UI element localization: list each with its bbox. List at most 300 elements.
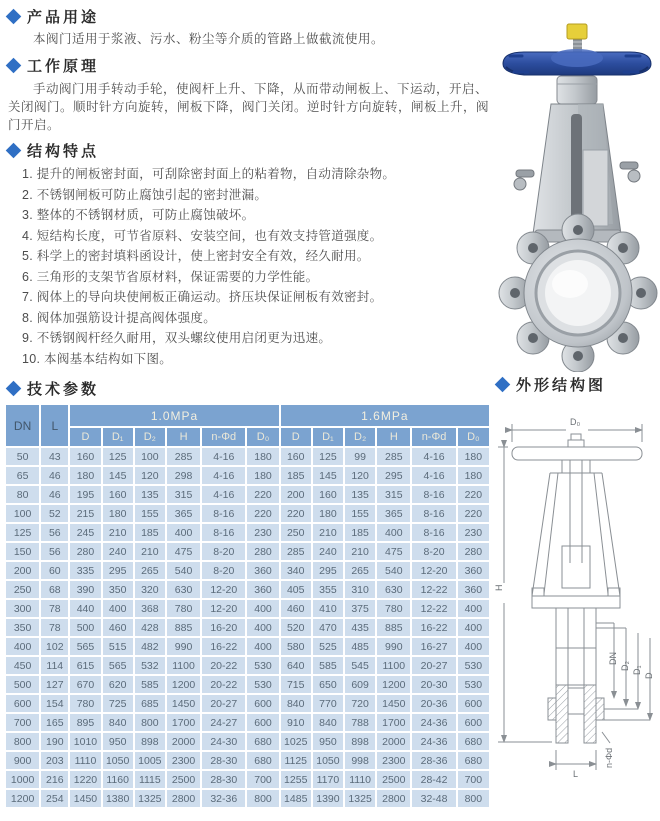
cell-dn: 1200 [6,790,39,807]
table-row [6,581,489,598]
cell-value: 998 [345,752,375,769]
section-features-header [8,140,99,161]
cell-value: 125 [103,448,133,465]
dim-label-d: D [644,672,654,679]
cell-value: 1220 [70,771,100,788]
cell-value: 780 [377,600,410,617]
cell-value: 898 [135,733,165,750]
cell-value: 265 [345,562,375,579]
cell-value: 28-30 [202,771,245,788]
cell-value: 1450 [377,695,410,712]
col-header-l: L [41,405,68,446]
cell-value: 120 [345,467,375,484]
cell-value: 8-16 [412,486,455,503]
cell-dn: 400 [6,638,39,655]
cell-value: 240 [313,543,343,560]
table-row [6,733,489,750]
spec-table-body [6,448,489,807]
cell-value: 280 [247,543,278,560]
cell-value: 1100 [167,657,200,674]
cell-value: 340 [281,562,311,579]
cell-value: 210 [345,543,375,560]
cell-value: 20-36 [412,695,455,712]
cell-value: 8-16 [202,524,245,541]
cell-dn: 350 [6,619,39,636]
cell-value: 320 [135,581,165,598]
cell-value: 400 [458,619,489,636]
cell-value: 375 [345,600,375,617]
cell-value: 400 [247,638,278,655]
table-sub-header-row [6,428,489,446]
cell-value: 24-36 [412,733,455,750]
cell-value: 52 [41,505,68,522]
section-usage-header [8,6,99,27]
section-specs-header [8,378,99,399]
cell-value: 1160 [103,771,133,788]
valve-photo [494,12,660,372]
cell-value: 16-22 [412,619,455,636]
col-header: D [281,428,311,446]
feature-item: 5. 科学上的密封填料函设计，使上密封安全有效，经久耐用。 [22,249,370,263]
cell-value: 120 [135,467,165,484]
cell-value: 1110 [345,771,375,788]
cell-value: 350 [103,581,133,598]
diamond-bullet-icon [6,143,22,159]
cell-value: 20-22 [202,657,245,674]
table-row [6,638,489,655]
cell-value: 99 [345,448,375,465]
cell-value: 585 [135,676,165,693]
cell-value: 135 [345,486,375,503]
cell-value: 8-20 [202,562,245,579]
cell-value: 295 [313,562,343,579]
cell-value: 1025 [281,733,311,750]
cell-value: 200 [281,486,311,503]
cell-value: 640 [281,657,311,674]
cell-value: 20-22 [202,676,245,693]
cell-value: 8-20 [202,543,245,560]
cell-value: 4-16 [202,486,245,503]
col-header: D₂ [135,428,165,446]
cell-value: 78 [41,619,68,636]
table-row [6,600,489,617]
feature-item: 1. 提升的闸板密封面，可刮除密封面上的粘着物，自动清除杂物。 [22,167,396,181]
cell-value: 630 [167,581,200,598]
cell-value: 540 [167,562,200,579]
diamond-bullet-icon [495,377,511,393]
cell-value: 1050 [313,752,343,769]
cell-value: 910 [281,714,311,731]
cell-value: 114 [41,657,68,674]
cell-value: 400 [247,619,278,636]
usage-paragraph: 本阀门适用于浆液、污水、粉尘等介质的管路上做截流使用。 [33,32,385,46]
cell-dn: 800 [6,733,39,750]
feature-item: 7. 阀体上的导向块使闸板正确运动。挤压块保证闸板有效密封。 [22,290,383,304]
dim-label-d1: D₁ [632,665,642,675]
cell-value: 12-20 [202,600,245,617]
cell-value: 400 [458,600,489,617]
cell-value: 2300 [377,752,410,769]
cell-value: 185 [345,524,375,541]
cell-value: 12-20 [412,562,455,579]
cell-value: 32-48 [412,790,455,807]
feature-item: 10. 本阀基本结构如下图。 [22,351,173,366]
cell-value: 4-16 [412,448,455,465]
cell-value: 680 [247,733,278,750]
cell-value: 165 [41,714,68,731]
cell-value: 203 [41,752,68,769]
diamond-bullet-icon [6,9,22,25]
cell-value: 1450 [70,790,100,807]
cell-value: 2800 [167,790,200,807]
cell-value: 585 [313,657,343,674]
cell-value: 295 [377,467,410,484]
col-header: n-Φd [202,428,245,446]
cell-value: 180 [458,448,489,465]
feature-item: 2. 不锈钢闸板可防止腐蚀引起的密封泄漏。 [22,187,268,202]
cell-value: 885 [167,619,200,636]
cell-value: 254 [41,790,68,807]
group-header-1.6mpa: 1.6MPa [281,405,489,426]
cell-value: 950 [103,733,133,750]
cell-value: 532 [135,657,165,674]
cell-value: 1325 [345,790,375,807]
diamond-bullet-icon [6,381,22,397]
cell-value: 600 [247,695,278,712]
cell-value: 1200 [167,676,200,693]
cell-dn: 150 [6,543,39,560]
cell-value: 220 [458,505,489,522]
cell-value: 8-20 [412,543,455,560]
cell-value: 1010 [70,733,100,750]
cell-value: 155 [345,505,375,522]
cell-value: 28-30 [202,752,245,769]
cell-value: 482 [135,638,165,655]
cell-value: 8-16 [202,505,245,522]
cell-value: 154 [41,695,68,712]
cell-value: 2800 [377,790,410,807]
cell-value: 580 [281,638,311,655]
cell-value: 1100 [377,657,410,674]
cell-value: 2500 [167,771,200,788]
cell-value: 800 [458,790,489,807]
cell-value: 800 [135,714,165,731]
cell-value: 60 [41,562,68,579]
feature-item: 9. 不锈钢阀杆经久耐用，双头螺纹使用启闭更为迅速。 [22,331,332,345]
table-row [6,771,489,788]
cell-value: 460 [103,619,133,636]
col-header: D₀ [458,428,489,446]
cell-value: 4-16 [202,448,245,465]
cell-value: 990 [167,638,200,655]
cell-value: 1450 [167,695,200,712]
cell-value: 650 [313,676,343,693]
cell-value: 46 [41,467,68,484]
cell-value: 56 [41,543,68,560]
cell-value: 28-36 [412,752,455,769]
cell-value: 840 [313,714,343,731]
cell-value: 1700 [167,714,200,731]
cell-value: 220 [247,505,278,522]
cell-value: 680 [247,752,278,769]
cell-value: 160 [313,486,343,503]
cell-value: 2300 [167,752,200,769]
col-header: D₀ [247,428,278,446]
section-title: 外形结构图 [516,377,607,394]
cell-value: 24-27 [202,714,245,731]
cell-value: 125 [313,448,343,465]
cell-value: 285 [167,448,200,465]
cell-value: 565 [70,638,100,655]
cell-value: 195 [70,486,100,503]
cell-value: 2000 [167,733,200,750]
cell-value: 160 [103,486,133,503]
spec-table [4,403,491,809]
cell-dn: 100 [6,505,39,522]
cell-value: 180 [247,467,278,484]
cell-value: 180 [458,467,489,484]
table-row [6,486,489,503]
cell-value: 680 [458,733,489,750]
cell-value: 220 [247,486,278,503]
cell-value: 220 [458,486,489,503]
cell-value: 180 [103,505,133,522]
cell-value: 400 [377,524,410,541]
cell-value: 715 [281,676,311,693]
cell-value: 185 [281,467,311,484]
cell-value: 1050 [103,752,133,769]
cell-value: 600 [458,695,489,712]
cell-value: 540 [377,562,410,579]
cell-value: 160 [281,448,311,465]
cell-value: 100 [135,448,165,465]
cell-value: 28-42 [412,771,455,788]
cell-dn: 200 [6,562,39,579]
feature-item: 6. 三角形的支架节省原材料，保证需要的力学性能。 [22,269,319,284]
cell-value: 1255 [281,771,311,788]
cell-value: 475 [167,543,200,560]
col-header: D [70,428,100,446]
cell-value: 400 [458,638,489,655]
table-row [6,448,489,465]
cell-value: 1390 [313,790,343,807]
cell-value: 1380 [103,790,133,807]
table-row [6,676,489,693]
cell-value: 440 [70,600,100,617]
feature-item: 3. 整体的不锈钢材质，可防止腐蚀破坏。 [22,208,255,222]
col-header: D₁ [103,428,133,446]
cell-value: 220 [281,505,311,522]
cell-value: 770 [313,695,343,712]
cell-value: 670 [70,676,100,693]
cell-value: 545 [345,657,375,674]
cell-value: 840 [281,695,311,712]
cell-value: 788 [345,714,375,731]
cell-value: 428 [135,619,165,636]
cell-value: 1325 [135,790,165,807]
cell-value: 355 [313,581,343,598]
cell-value: 435 [345,619,375,636]
cell-value: 8-16 [412,524,455,541]
cell-value: 700 [247,771,278,788]
cell-dn: 450 [6,657,39,674]
cell-value: 600 [247,714,278,731]
cell-value: 530 [458,676,489,693]
cell-value: 20-30 [412,676,455,693]
cell-value: 360 [247,581,278,598]
cell-value: 160 [70,448,100,465]
cell-dn: 600 [6,695,39,712]
cell-value: 20-27 [202,695,245,712]
col-header: H [377,428,410,446]
cell-value: 2000 [377,733,410,750]
col-header: H [167,428,200,446]
cell-value: 78 [41,600,68,617]
cell-value: 230 [247,524,278,541]
cell-value: 630 [377,581,410,598]
cell-value: 216 [41,771,68,788]
cell-value: 1125 [281,752,311,769]
cell-value: 250 [281,524,311,541]
cell-value: 895 [70,714,100,731]
cell-value: 295 [103,562,133,579]
cell-value: 245 [70,524,100,541]
table-row [6,657,489,674]
cell-value: 16-22 [202,638,245,655]
cell-value: 615 [70,657,100,674]
cell-value: 180 [70,467,100,484]
outline-drawing [492,398,660,798]
table-row [6,467,489,484]
cell-value: 720 [345,695,375,712]
dim-label-dn: DN [608,652,618,665]
cell-value: 155 [135,505,165,522]
cell-value: 46 [41,486,68,503]
cell-value: 102 [41,638,68,655]
table-group-header-row [6,405,489,426]
section-outline-header [497,374,606,395]
cell-value: 1110 [70,752,100,769]
table-row [6,619,489,636]
section-title: 工作原理 [27,58,100,75]
table-row [6,714,489,731]
cell-value: 2500 [377,771,410,788]
cell-value: 1005 [135,752,165,769]
cell-value: 530 [247,676,278,693]
section-title: 技术参数 [27,381,100,398]
cell-value: 410 [313,600,343,617]
cell-value: 365 [377,505,410,522]
cell-value: 32-36 [202,790,245,807]
cell-value: 990 [377,638,410,655]
table-row [6,695,489,712]
section-title: 结构特点 [27,143,100,160]
cell-value: 12-22 [412,581,455,598]
cell-value: 400 [247,600,278,617]
cell-value: 185 [135,524,165,541]
cell-value: 145 [313,467,343,484]
cell-value: 620 [103,676,133,693]
cell-value: 530 [247,657,278,674]
cell-value: 8-16 [412,505,455,522]
cell-value: 365 [167,505,200,522]
cell-value: 600 [458,714,489,731]
cell-value: 298 [167,467,200,484]
table-row [6,752,489,769]
cell-value: 285 [377,448,410,465]
cell-value: 4-16 [202,467,245,484]
valve-photo-graphic [494,12,660,372]
cell-value: 180 [313,505,343,522]
cell-value: 127 [41,676,68,693]
cell-value: 950 [313,733,343,750]
cell-value: 215 [70,505,100,522]
cell-value: 180 [247,448,278,465]
cell-value: 475 [377,543,410,560]
cell-value: 240 [103,543,133,560]
cell-value: 898 [345,733,375,750]
cell-value: 485 [345,638,375,655]
cell-value: 500 [70,619,100,636]
table-row [6,505,489,522]
cell-value: 335 [70,562,100,579]
cell-value: 800 [247,790,278,807]
cell-value: 145 [103,467,133,484]
diamond-bullet-icon [6,58,22,74]
col-header: n-Φd [412,428,455,446]
col-header-dn: DN [6,405,39,446]
table-row [6,790,489,807]
cell-value: 210 [135,543,165,560]
cell-value: 780 [70,695,100,712]
col-header: D₂ [345,428,375,446]
cell-value: 609 [345,676,375,693]
cell-dn: 300 [6,600,39,617]
cell-value: 530 [458,657,489,674]
dim-label-d0: D₀ [570,417,581,427]
cell-value: 285 [281,543,311,560]
cell-dn: 900 [6,752,39,769]
cell-value: 68 [41,581,68,598]
dim-label-nphid: n-Φd [604,747,614,768]
cell-value: 400 [103,600,133,617]
cell-value: 685 [135,695,165,712]
cell-value: 780 [167,600,200,617]
cell-value: 700 [458,771,489,788]
cell-value: 12-20 [202,581,245,598]
cell-value: 565 [103,657,133,674]
cell-value: 135 [135,486,165,503]
col-header: D₁ [313,428,343,446]
cell-value: 310 [345,581,375,598]
cell-dn: 125 [6,524,39,541]
cell-value: 16-20 [202,619,245,636]
cell-value: 24-30 [202,733,245,750]
cell-value: 390 [70,581,100,598]
cell-value: 405 [281,581,311,598]
cell-value: 315 [377,486,410,503]
feature-item: 4. 短结构长度，可节省原料、安装空间，也有效支持管道强度。 [22,228,383,243]
cell-value: 1700 [377,714,410,731]
cell-value: 840 [103,714,133,731]
cell-value: 12-22 [412,600,455,617]
cell-value: 280 [458,543,489,560]
cell-value: 1200 [377,676,410,693]
group-header-1.0mpa: 1.0MPa [70,405,278,426]
cell-value: 360 [458,581,489,598]
cell-dn: 700 [6,714,39,731]
cell-value: 520 [281,619,311,636]
